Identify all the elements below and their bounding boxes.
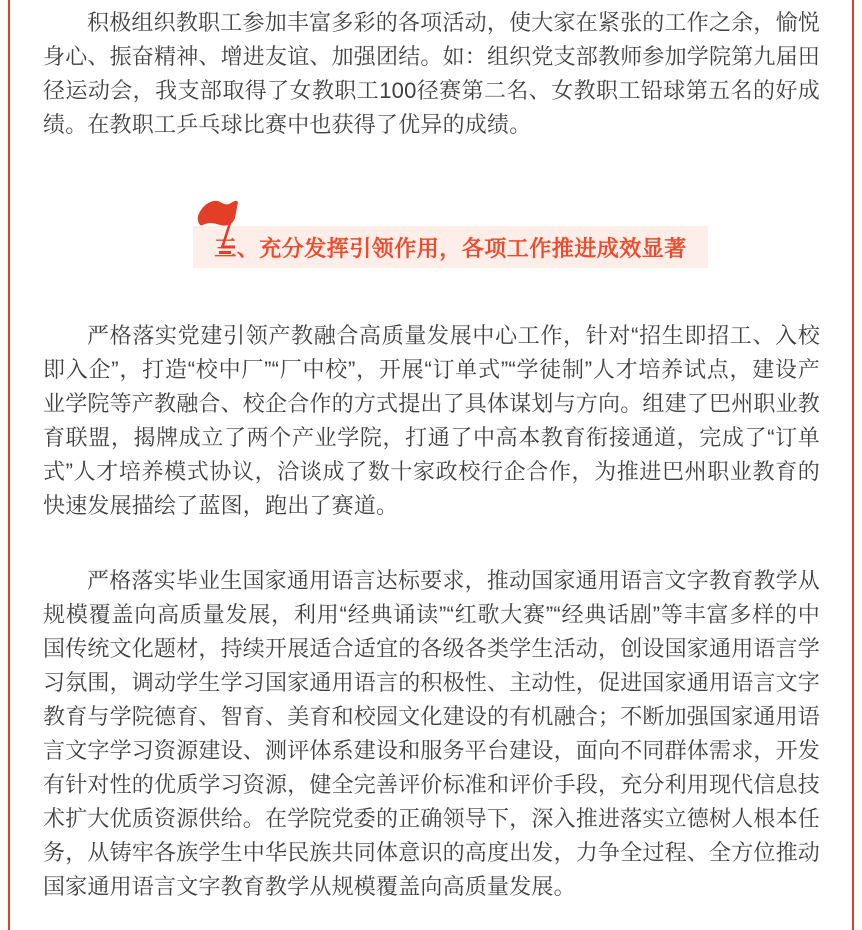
left-border-line <box>8 0 10 930</box>
section-title-box <box>193 226 708 268</box>
paragraph-staff-activities: 积极组织教职工参加丰富多彩的各项活动，使大家在紧张的工作之余，愉悦身心、振奋精神、增进友谊、加强团结。如：组织党支部教师参加学院第九届田径运动会，我支部取得了女教职工100径赛第二名、女教职工铅球第五名的好成绩。在教职工乒乓球比赛中也获得了优异的成绩。 <box>43 10 821 137</box>
section-title: 三、充分发挥引领作用，各项工作推进成效显著 <box>214 235 687 261</box>
paragraph-language-education: 严格落实毕业生国家通用语言达标要求，推动国家通用语言文字教育教学从规模覆盖向高质量发展，利用“经典诵读”“红歌大赛”“经典话剧”等丰富多样的中国传统文化题材，持续开展适合适宜的各级各类学生活动，创设国家通用语言学习氛围，调动学生学习国家通用语言的积极性、主动性，促进国家通用语言文字教育与学院德育、智育、美育和校园文化建设的有机融合；不断加强国家通用语言文字学习资源建设、测评体系建设和服务平台建设，面向不同群体需求，开发有针对性的优质学习资源，健全完善评价标准和评价手段，充分利用现代信息技术扩大优质资源供给。在学院党委的正确领导下，深入推进落实立德树人根本任务，从铸牢各族学生中华民族共同体意识的高度出发，力争全过程、全方位推动国家通用语言文字教育教学从规模覆盖向高质量发展。 <box>43 568 821 899</box>
red-flag-icon <box>195 196 241 254</box>
article-content <box>43 0 820 904</box>
section-header <box>193 196 708 268</box>
right-border-line <box>852 0 854 930</box>
paragraph-industry-education: 严格落实党建引领产教融合高质量发展中心工作，针对“招生即招工、入校即入企”，打造“校中厂”“厂中校”，开展“订单式”“学徒制”人才培养试点，建设产业学院等产教融合、校企合作的方式提出了具体谋划与方向。组建了巴州职业教育联盟，揭牌成立了两个产业学院，打通了中高本教育衔接通道，完成了“订单式”人才培养模式协议，洽谈成了数十家政校行企合作，为推进巴州职业教育的快速发展描绘了蓝图，跑出了赛道。 <box>43 323 821 518</box>
